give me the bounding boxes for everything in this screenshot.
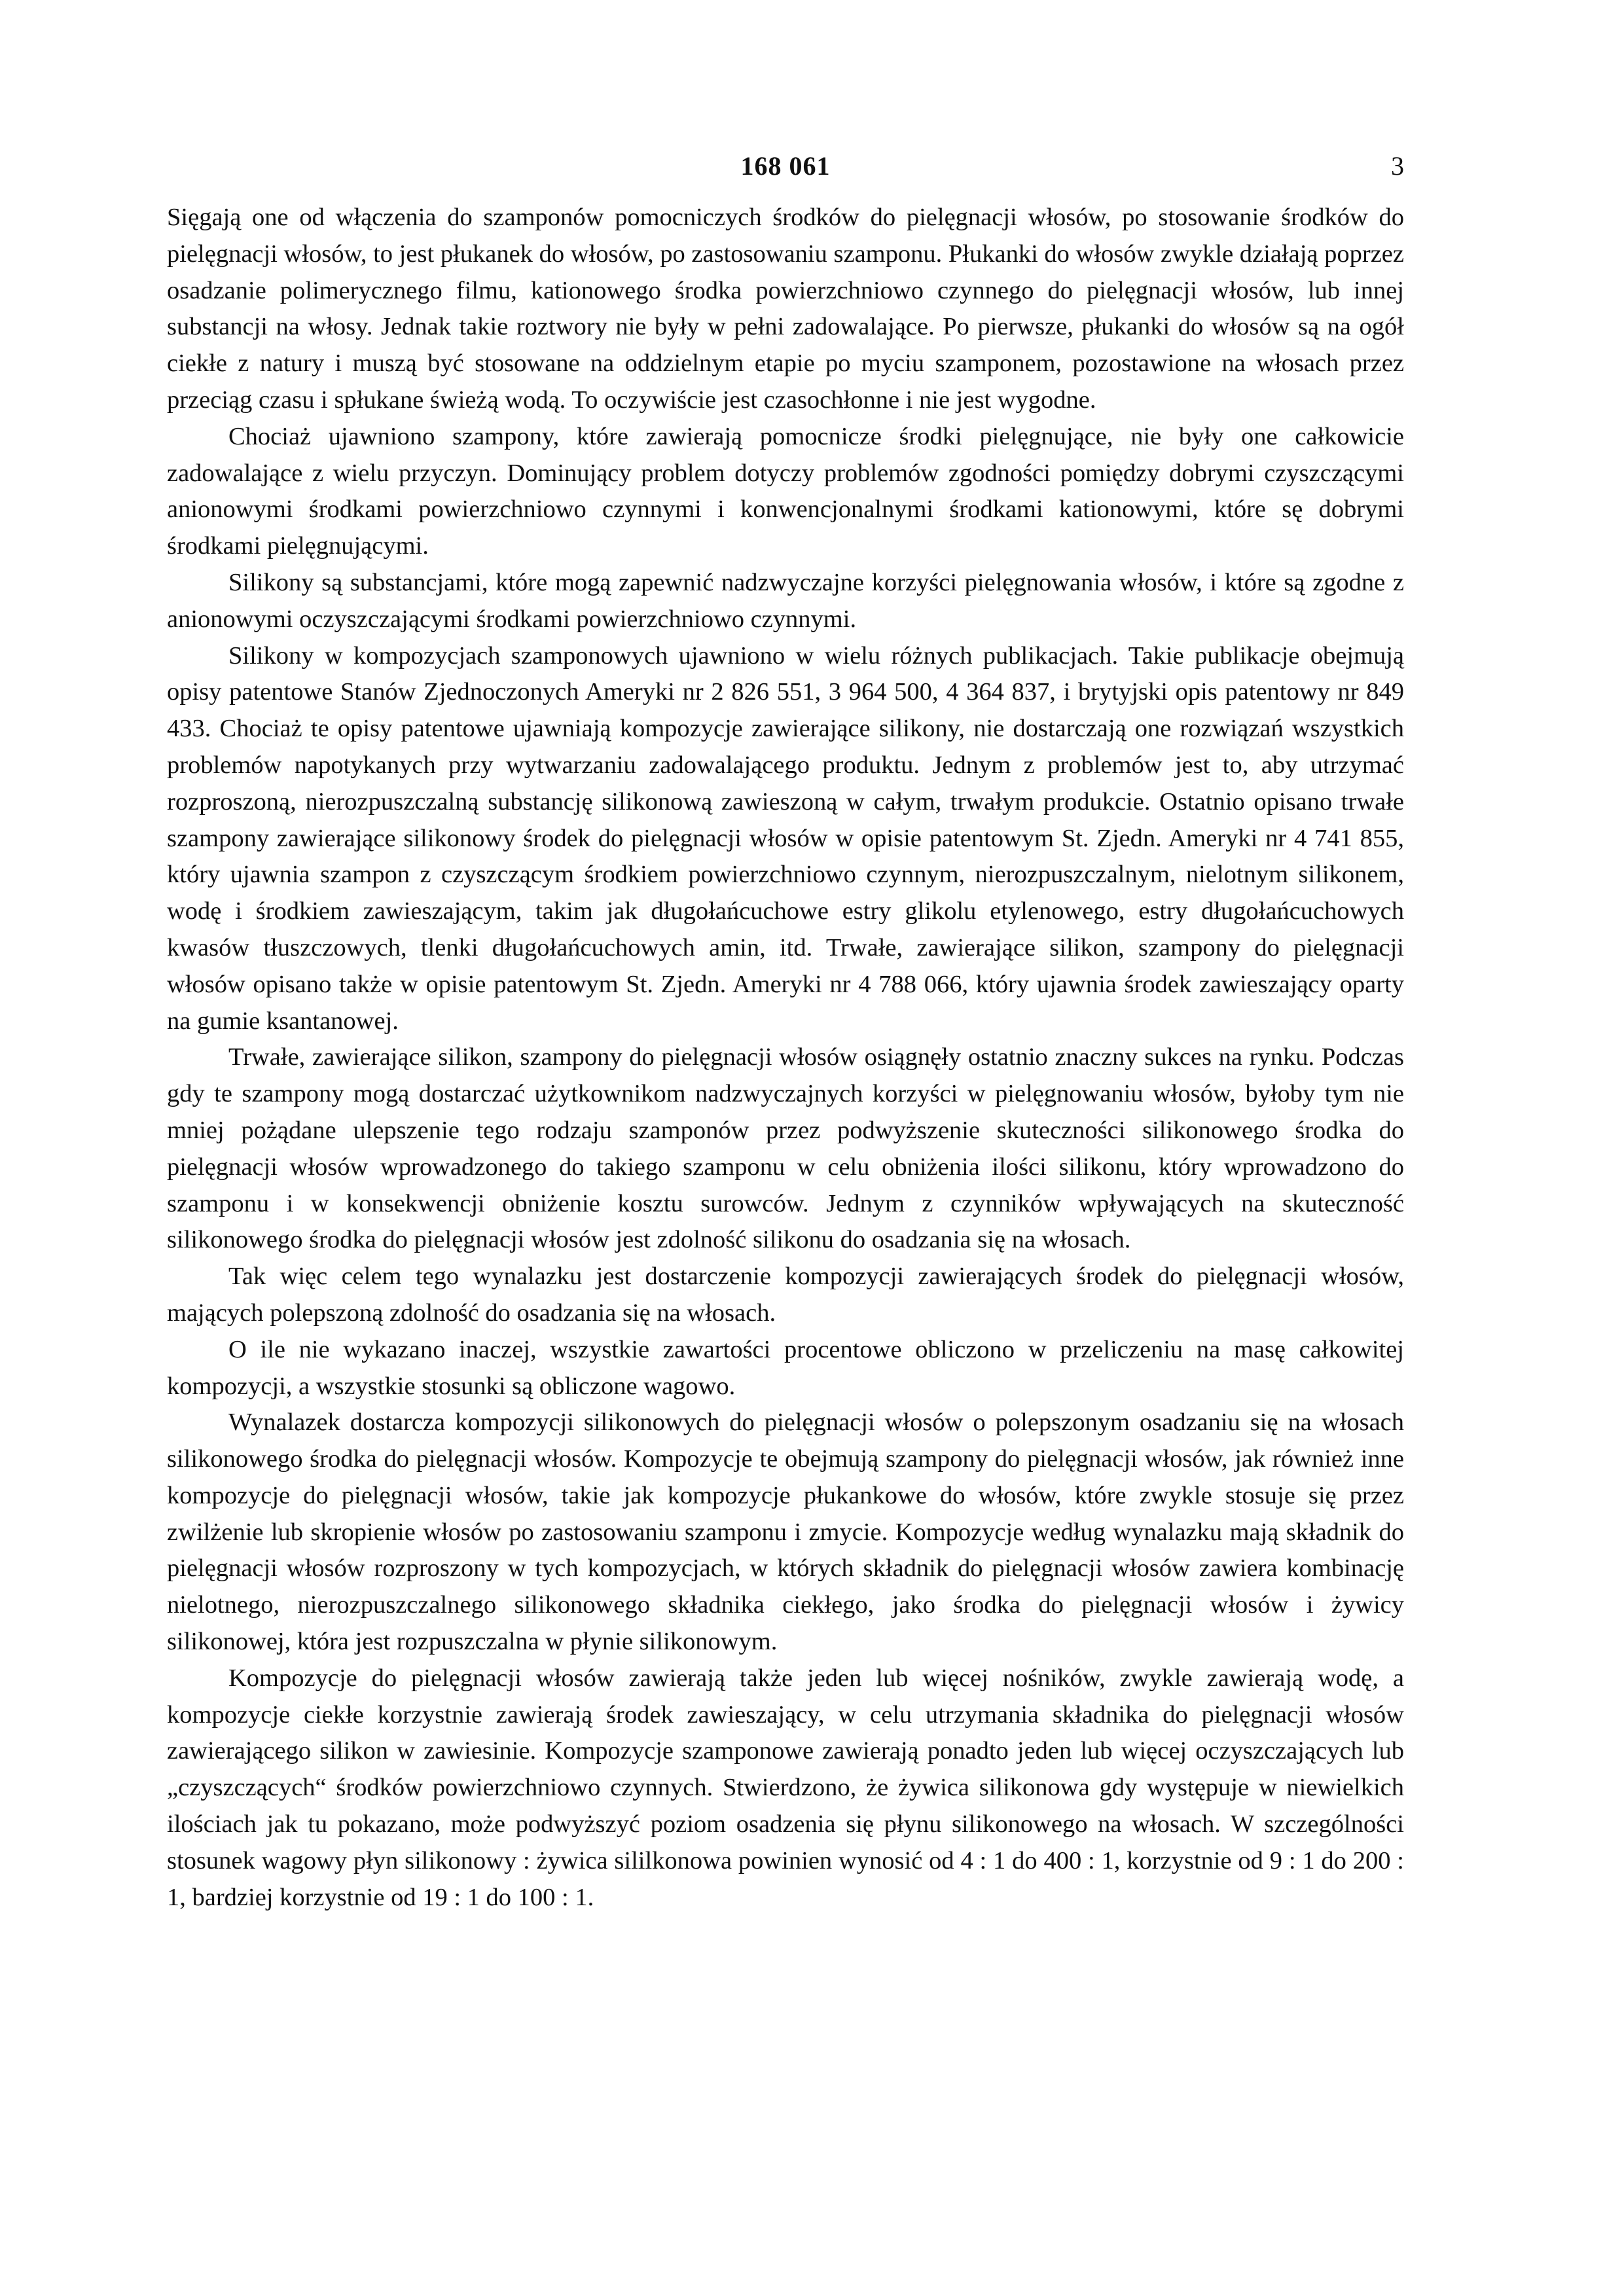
paragraph: O ile nie wykazano inaczej, wszystkie zawartości procentowe obliczono w przeliczeniu na masę całkowitej kompozycji, a wszystkie stosunki są obliczone wagowo. [167,1335,1404,1400]
paragraph: Tak więc celem tego wynalazku jest dostarczenie kompozycji zawierających środek do pielęgnacji włosów, mających polepszoną zdolność do osadzania się na włosach. [167,1263,1404,1327]
paragraph: Sięgają one od włączenia do szamponów pomocniczych środków do pielęgnacji włosów, po stosowanie środków do pielęgnacji włosów, to jest płukanek do włosów, po zastosowaniu szamponu. Płukanki do włosów zwykle działają poprzez osadzanie polimerycznego filmu, kationowego środka powierzchniowo czynnego do pielęgnacji włosów, lub innej substancji na włosy. Jednak takie roztwory nie były w pełni zadowalające. Po pierwsze, płukanki do włosów są na ogół ciekłe z natury i muszą być stosowane na oddzielnym etapie po myciu szamponem, pozostawione na włosach przez przeciąg czasu i spłukane świeżą wodą. To oczywiście jest czasochłonne i nie jest wygodne. [167,204,1404,414]
paragraph: Silikony są substancjami, które mogą zapewnić nadzwyczajne korzyści pielęgnowania włosów, i które są zgodne z anionowymi oczyszczającymi środkami powierzchniowo czynnymi. [167,568,1404,633]
body-text [167,200,1404,1916]
document-number: 168 061 [740,151,831,181]
paragraph: Trwałe, zawierające silikon, szampony do pielęgnacji włosów osiągnęły ostatnio znaczny sukces na rynku. Podczas gdy te szampony mogą dostarczać użytkownikom nadzwyczajnych korzyści w pielęgnowaniu włosów, byłoby tym nie mniej pożądane ulepszenie tego rodzaju szamponów przez podwyższenie skuteczności silikonowego środka do pielęgnacji włosów wprowadzonego do takiego szamponu w celu obniżenia ilości silikonu, który wprowadzono do szamponu i w konsekwencji obniżenie kosztu surowców. Jednym z czynników wpływających na skuteczność silikonowego środka do pielęgnacji włosów jest zdolność silikonu do osadzania się na włosach. [167,1043,1404,1254]
paragraph: Wynalazek dostarcza kompozycji silikonowych do pielęgnacji włosów o polepszonym osadzaniu się na włosach silikonowego środka do pielęgnacji włosów. Kompozycje te obejmują szampony do pielęgnacji włosów, jak również inne kompozycje do pielęgnacji włosów, takie jak kompozycje płukankowe do włosów, które zwykle stosuje się przez zwilżenie lub skropienie włosów po zastosowaniu szamponu i zmycie. Kompozycje według wynalazku mają składnik do pielęgnacji włosów rozproszony w tych kompozycjach, w których składnik do pielęgnacji włosów zawiera kombinację nielotnego, nierozpuszczalnego silikonowego składnika ciekłego, jako środka do pielęgnacji włosów i żywicy silikonowej, która jest rozpuszczalna w płynie silikonowym. [167,1408,1404,1656]
paragraph: Silikony w kompozycjach szamponowych ujawniono w wielu różnych publikacjach. Takie publikacje obejmują opisy patentowe Stanów Zjednoczonych Ameryki nr 2 826 551, 3 964 500, 4 364 837, i brytyjski opis patentowy nr 849 433. Chociaż te opisy patentowe ujawniają kompozycje zawierające silikony, nie dostarczają one rozwiązań wszystkich problemów napotykanych przy wytwarzaniu zadowalającego produktu. Jednym z problemów jest to, aby utrzymać rozproszoną, nierozpuszczalną substancję silikonową zawieszoną w całym, trwałym produkcie. Ostatnio opisano trwałe szampony zawierające silikonowy środek do pielęgnacji włosów w opisie patentowym St. Zjedn. Ameryki nr 4 741 855, który ujawnia szampon z czyszczącym środkiem powierzchniowo czynnym, nierozpuszczalnym, nielotnym silikonem, wodę i środkiem zawieszającym, takim jak długołańcuchowe estry glikolu etylenowego, estry długołańcuchowych kwasów tłuszczowych, tlenki długołańcuchowych amin, itd. Trwałe, zawierające silikon, szampony do pielęgnacji włosów opisano także w opisie patentowym St. Zjedn. Ameryki nr 4 788 066, który ujawnia środek zawieszający oparty na gumie ksantanowej. [167,641,1404,1035]
paragraph: Chociaż ujawniono szampony, które zawierają pomocnicze środki pielęgnujące, nie były one całkowicie zadowalające z wielu przyczyn. Dominujący problem dotyczy problemów zgodności pomiędzy dobrymi czyszczącymi anionowymi środkami powierzchniowo czynnymi i konwencjonalnymi środkami kationowymi, które sę dobrymi środkami pielęgnującymi. [167,422,1404,560]
page-header [167,151,1404,190]
paragraph: Kompozycje do pielęgnacji włosów zawierają także jeden lub więcej nośników, zwykle zawierają wodę, a kompozycje ciekłe korzystnie zawierają środek zawieszający, w celu utrzymania składnika do pielęgnacji włosów zawierającego silikon w zawiesinie. Kompozycje szamponowe zawierają ponadto jeden lub więcej oczyszczających lub „czyszczących“ środków powierzchniowo czynnych. Stwierdzono, że żywica silikonowa gdy występuje w niewielkich ilościach jak tu pokazano, może podwyższyć poziom osadzenia się płynu silikonowego na włosach. W szczególności stosunek wagowy płyn silikonowy : żywica sililkonowa powinien wynosić od 4 : 1 do 400 : 1, korzystnie od 9 : 1 do 200 : 1, bardziej korzystnie od 19 : 1 do 100 : 1. [167,1664,1404,1911]
page-number: 3 [1391,151,1404,181]
